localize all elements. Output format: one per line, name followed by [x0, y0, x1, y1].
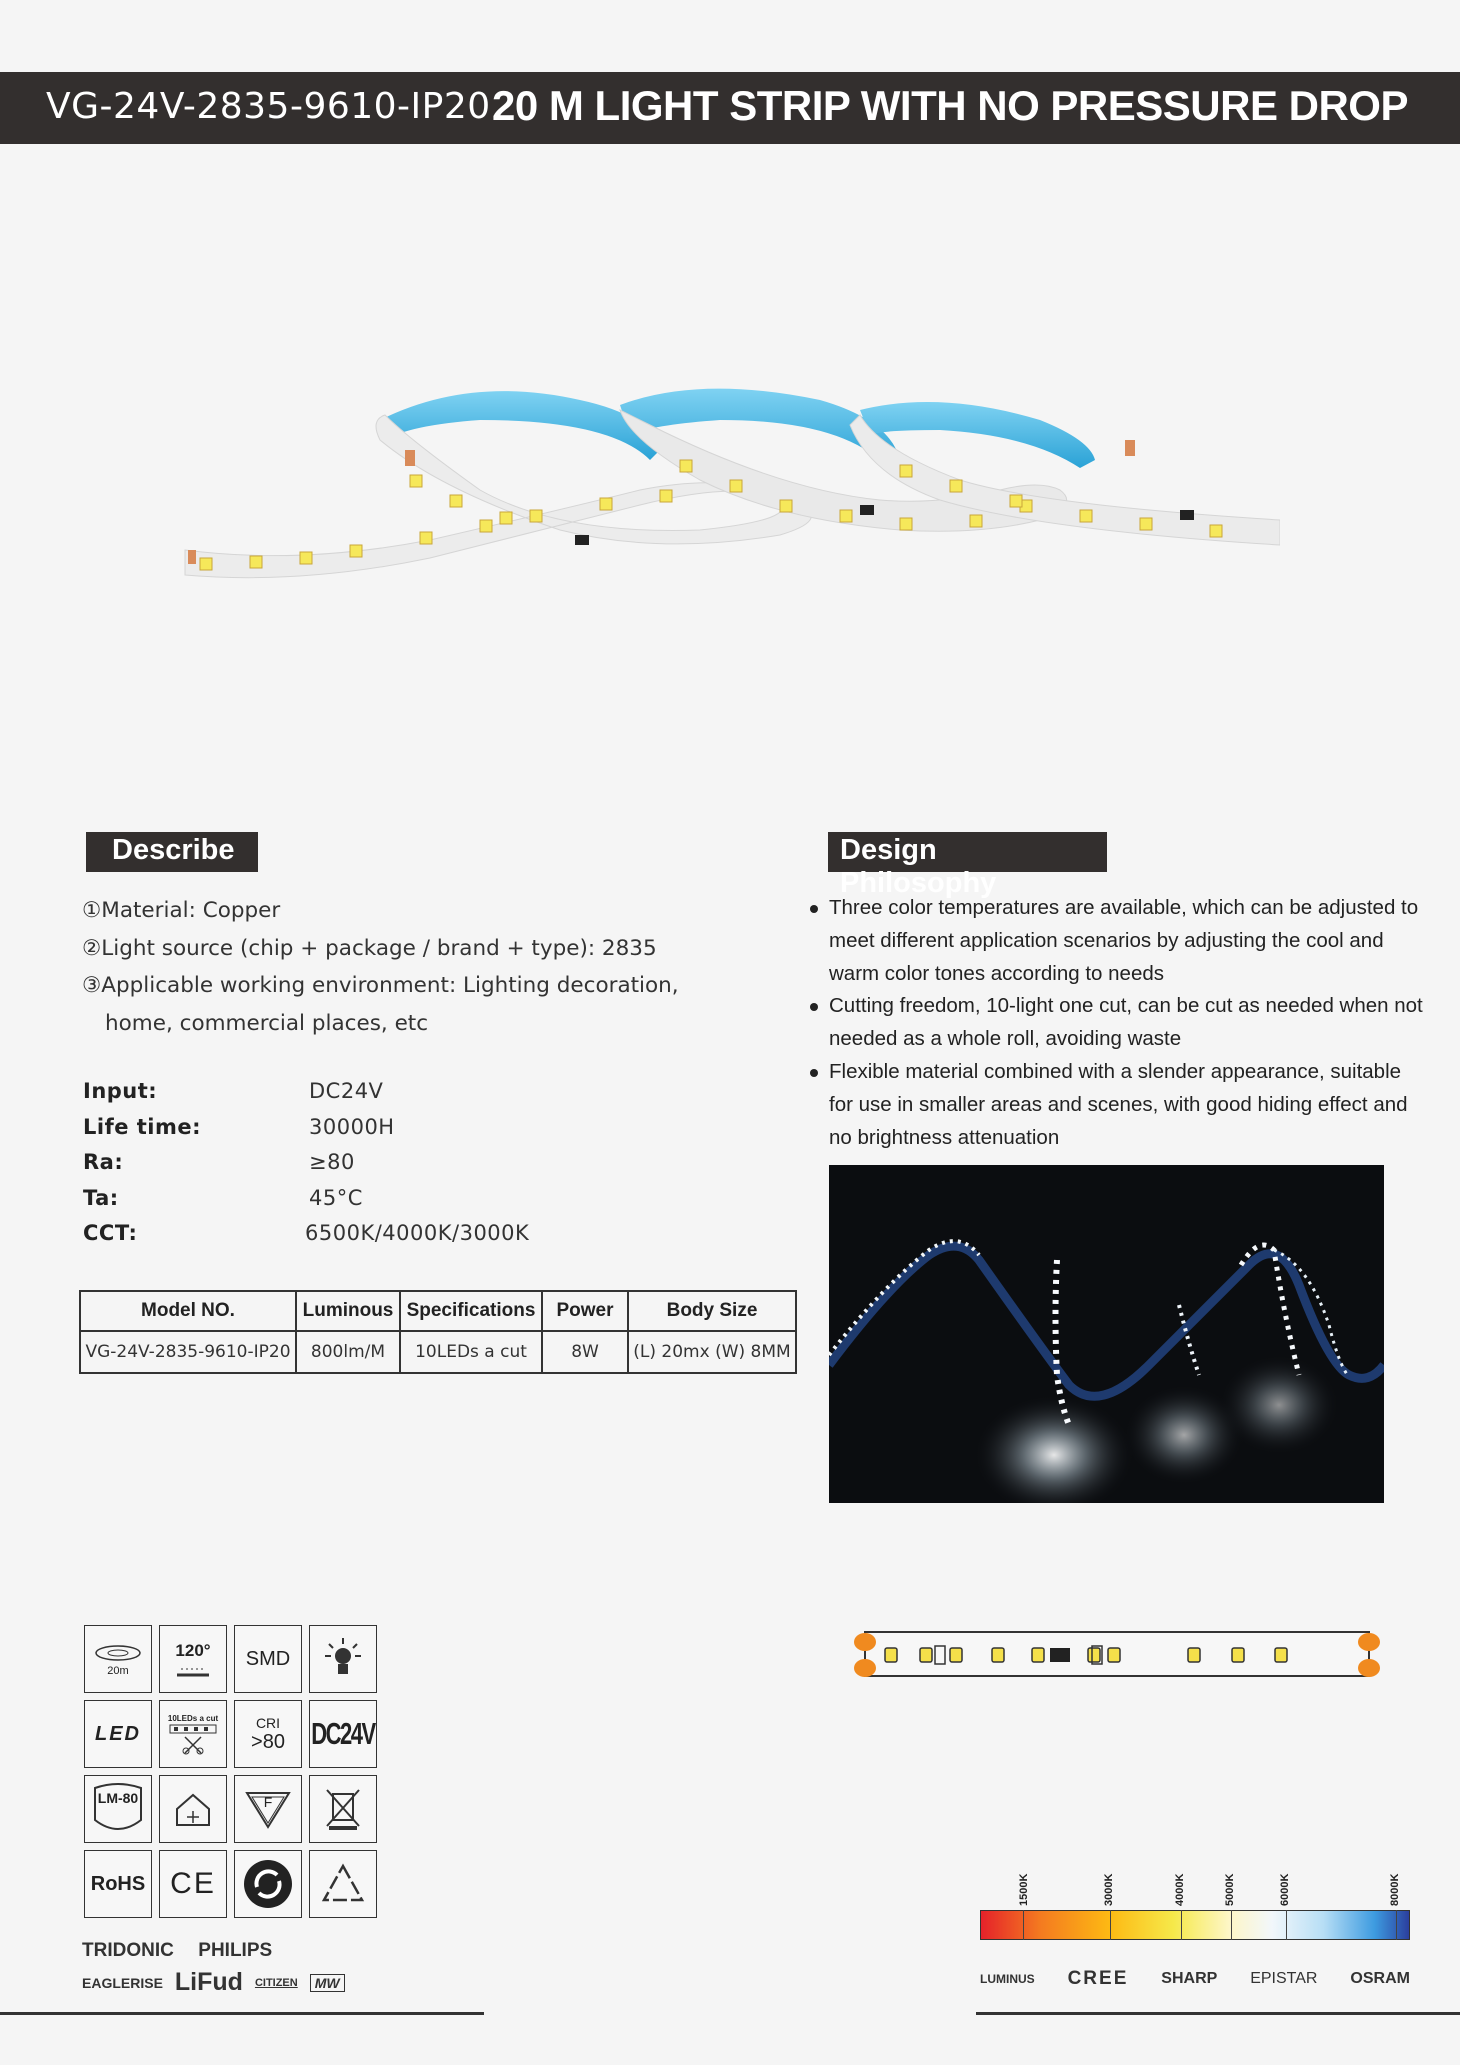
- describe-heading: Describe: [86, 832, 258, 872]
- spec-value: 30000H: [309, 1114, 395, 1139]
- brand-cree: CREE: [1067, 1968, 1129, 1989]
- brand-sharp: SHARP: [1161, 1970, 1218, 1987]
- smd-icon: SMD: [234, 1625, 302, 1693]
- ce-mark-icon: CE: [159, 1850, 227, 1918]
- table-header: Body Size: [628, 1291, 796, 1331]
- cut-icon: 10LEDs a cut: [159, 1700, 227, 1768]
- table-cell: 10LEDs a cut: [400, 1331, 542, 1373]
- spec-list: [83, 1074, 529, 1252]
- spec-row: [83, 1181, 529, 1217]
- rohs-icon: RoHS: [84, 1850, 152, 1918]
- beam-angle-icon: 120°: [159, 1625, 227, 1693]
- spec-key: Input:: [83, 1079, 158, 1103]
- strip-cut-diagram: [852, 1620, 1382, 1692]
- cct-label: 6000K: [1279, 1873, 1291, 1906]
- page-headline: 20 M LIGHT STRIP WITH NO PRESSURE DROP: [492, 82, 1408, 129]
- table-header: Specifications: [400, 1291, 542, 1331]
- voltage-icon: DC24V: [309, 1700, 377, 1768]
- cct-label: 8000K: [1389, 1873, 1401, 1906]
- describe-item: ③Applicable working environment: Lighting decoration,: [82, 973, 679, 998]
- describe-list: [82, 892, 702, 1042]
- design-philosophy-list: [808, 892, 1428, 1154]
- brand-osram: OSRAM: [1350, 1970, 1410, 1987]
- lm80-badge-icon: LM-80: [84, 1775, 152, 1843]
- footer-rule-left: [0, 2012, 484, 2015]
- design-philosophy-heading: Design Philosophy: [828, 832, 1107, 872]
- cct-color-scale: [980, 1850, 1410, 1940]
- brand-tridonic: TRIDONIC: [82, 1940, 174, 1961]
- spec-key: Ta:: [83, 1185, 119, 1210]
- recycle-triangle-icon: [309, 1850, 377, 1918]
- spec-row: [83, 1216, 529, 1252]
- cri-icon: CRI >80: [234, 1700, 302, 1768]
- spec-value: 6500K/4000K/3000K: [305, 1221, 530, 1245]
- led-strip-product-image: [180, 380, 1280, 620]
- cct-label: 1500K: [1018, 1873, 1030, 1906]
- table-cell: VG-24V-2835-9610-IP20: [80, 1331, 296, 1373]
- brand-meanwell: MW: [310, 1974, 345, 1992]
- footer-rule-right: [976, 2012, 1460, 2015]
- design-item: Cutting freedom, 10-light one cut, can be cut as needed when not needed as a whole roll, avoiding waste: [808, 990, 1428, 1056]
- recycle-circle-icon: [234, 1850, 302, 1918]
- spec-row: [83, 1074, 529, 1110]
- describe-item: ①Material: Copper: [82, 898, 281, 923]
- describe-item: home, commercial places, etc: [105, 1010, 429, 1036]
- design-item: Flexible material combined with a slender appearance, suitable for use in smaller areas and scenes, with good hiding effect and no brightness attenuation: [808, 1056, 1428, 1154]
- brand-lifud: LiFud: [174, 1968, 243, 1996]
- cct-gradient-bar: [980, 1910, 1410, 1940]
- model-spec-table: [79, 1290, 797, 1374]
- led-icon: LED: [84, 1700, 152, 1768]
- cct-label: 4000K: [1174, 1873, 1186, 1906]
- spec-value: 45°C: [309, 1185, 363, 1210]
- indoor-use-icon: [159, 1775, 227, 1843]
- table-cell: 800lm/M: [296, 1331, 400, 1373]
- table-header: Luminous: [296, 1291, 400, 1331]
- design-item: Three color temperatures are available, which can be adjusted to meet different application scenarios by adjusting the cool and warm color tones according to needs: [808, 892, 1428, 990]
- model-code: VG-24V-2835-9610-IP20: [46, 86, 491, 127]
- spec-row: [83, 1110, 529, 1146]
- f-mark-icon: F: [234, 1775, 302, 1843]
- spec-key: Life time:: [83, 1114, 202, 1139]
- spec-value: ≥80: [309, 1150, 355, 1174]
- table-cell: (L) 20mx (W) 8MM: [628, 1331, 796, 1373]
- reel-length-icon: 20m: [84, 1625, 152, 1693]
- cct-label: 3000K: [1103, 1873, 1115, 1906]
- table-row: [80, 1331, 796, 1373]
- table-header: Model NO.: [80, 1291, 296, 1331]
- cct-label: 5000K: [1224, 1873, 1236, 1906]
- bulb-icon: [309, 1625, 377, 1693]
- brand-citizen: CITIZEN: [254, 1976, 298, 1989]
- describe-item: ②Light source (chip + package / brand + type): 2835: [82, 935, 657, 961]
- brand-epistar: EPISTAR: [1250, 1970, 1318, 1987]
- partner-brands-right: [980, 1968, 1410, 1990]
- partner-brands-left: [82, 1940, 402, 1997]
- brand-eaglerise: EAGLERISE: [82, 1974, 163, 1991]
- spec-key: CCT:: [83, 1221, 138, 1245]
- header-bar: [0, 72, 1460, 144]
- weee-bin-icon: [309, 1775, 377, 1843]
- table-cell: 8W: [542, 1331, 628, 1373]
- spec-row: [83, 1145, 529, 1181]
- table-header: Power: [542, 1291, 628, 1331]
- spec-key: Ra:: [83, 1150, 124, 1174]
- certification-icon-grid: [84, 1625, 377, 1918]
- brand-luminus: LUMINUS: [980, 1972, 1035, 1986]
- brand-philips: PHILIPS: [198, 1940, 273, 1961]
- spec-value: DC24V: [309, 1079, 384, 1103]
- lit-strip-photo: [829, 1165, 1384, 1503]
